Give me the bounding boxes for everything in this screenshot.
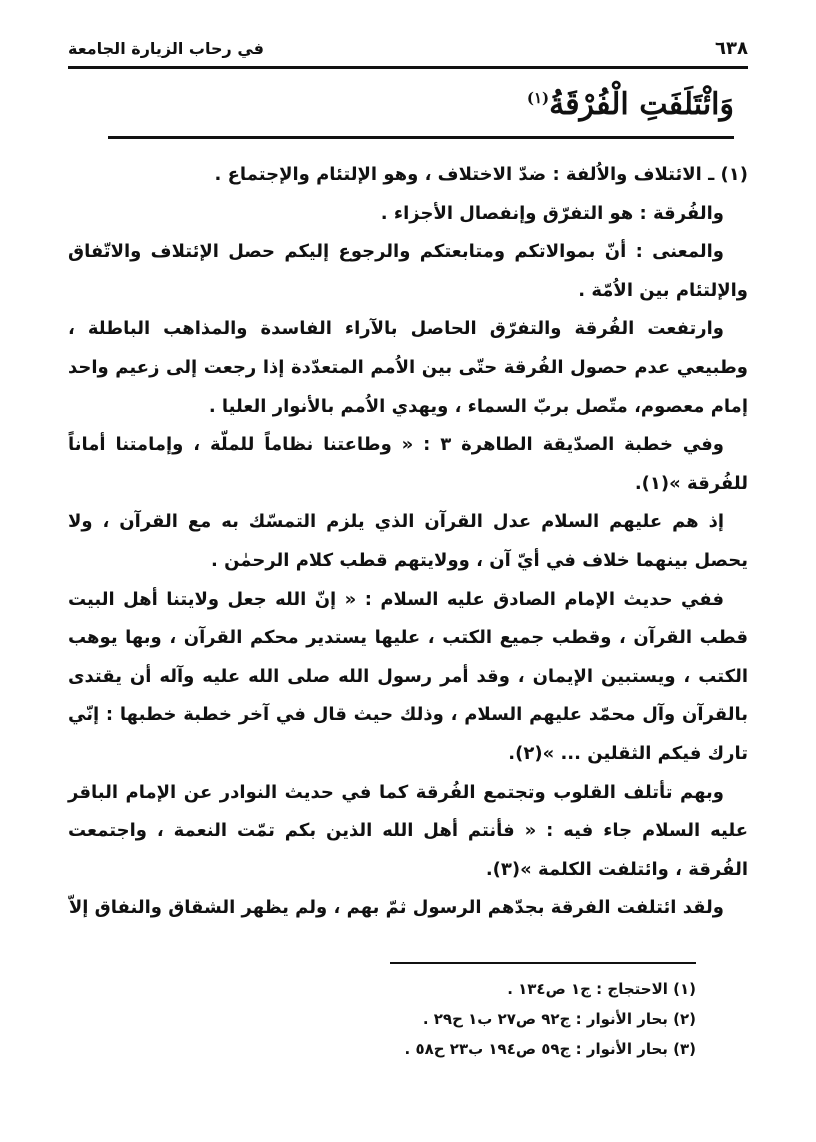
running-title: في رحاب الزيارة الجامعة: [68, 38, 264, 58]
paragraph: وارتفعت الفُرقة والتفرّق الحاصل بالآراء الفاسدة والمذاهب الباطلة ، وطبيعي عدم حصول الفُرقة حتّى بين الاُمم المتعدّدة إذا رجعت إلى زعيم واحد إمام معصوم، متّصل بربّ السماء ، ويهدي الاُمم بالأنوار العليا .: [68, 318, 748, 417]
paragraph: والمعنى : أنّ بموالاتكم ومتابعتكم والرجوع إليكم حصل الإئتلاف والاتّفاق والإلتئام بين الاُمّة .: [68, 241, 748, 301]
title-divider: [108, 136, 734, 139]
section-title-note: (١): [526, 89, 550, 107]
footnote: (٣) بحار الأنوار : ج٥٩ ص١٩٤ ب٢٣ ح٥٨ .: [404, 1040, 696, 1058]
paragraph: إذ هم عليهم السلام عدل القرآن الذي يلزم التمسّك به مع القرآن ، ولا يحصل بينهما خلاف في أيّ آن ، وولايتهم قطب كلام الرحمٰن .: [68, 511, 748, 571]
paragraph: ولقد ائتلفت الفرقة بجدّهم الرسول ثمّ بهم ، ولم يظهر الشقاق والنفاق إلاّ: [68, 897, 724, 919]
footnotes: [200, 974, 696, 1064]
footnote-divider: [390, 962, 696, 964]
page-number: ٦٣٨: [715, 37, 748, 59]
paragraph: ففي حديث الإمام الصادق عليه السلام : « إنّ الله جعل ولايتنا أهل البيت قطب القرآن ، وقطب جميع الكتب ، عليها يستدير محكم القرآن ، وبها يوهب الكتب ، ويستبين الإيمان ، وقد أمر رسول الله صلى الله عليه وآله أن يقتدى بالقرآن وآل محمّد عليهم السلام ، وذلك حيث قال في آخر خطبة خطبها : إنّي تارك فيكم الثقلين ... »(٢).: [68, 588, 748, 764]
paragraph: وفي خطبة الصدّيقة الطاهرة ٣ : « وطاعتنا نظاماً للملّة ، وإمامتنا أماناً للفُرقة »(١).: [68, 434, 748, 494]
section-title: [527, 78, 734, 125]
paragraph: والفُرقة : هو التفرّق وإنفصال الأجزاء .: [380, 202, 724, 224]
body-text: [68, 156, 748, 928]
paragraph: وبهم تأتلف القلوب وتجتمع الفُرقة كما في حديث النوادر عن الإمام الباقر عليه السلام جاء فيه : « فأنتم أهل الله الذين بكم تمّت النعمة ، واجتمعت الفُرقة ، وائتلفت الكلمة »(٣).: [68, 781, 748, 880]
paragraph: (١) ـ الائتلاف والاُلفة : ضدّ الاختلاف ، وهو الإلتئام والإجتماع .: [214, 164, 748, 185]
footnote: (١) الاحتجاج : ج١ ص١٣٤ .: [507, 980, 696, 998]
section-title-text: وَائْتَلَفَتِ الْفُرْقَةُ: [549, 87, 734, 122]
footnote: (٢) بحار الأنوار : ج٩٢ ص٢٧ ب١ ح٢٩ .: [422, 1010, 696, 1028]
page-header: [68, 30, 748, 69]
